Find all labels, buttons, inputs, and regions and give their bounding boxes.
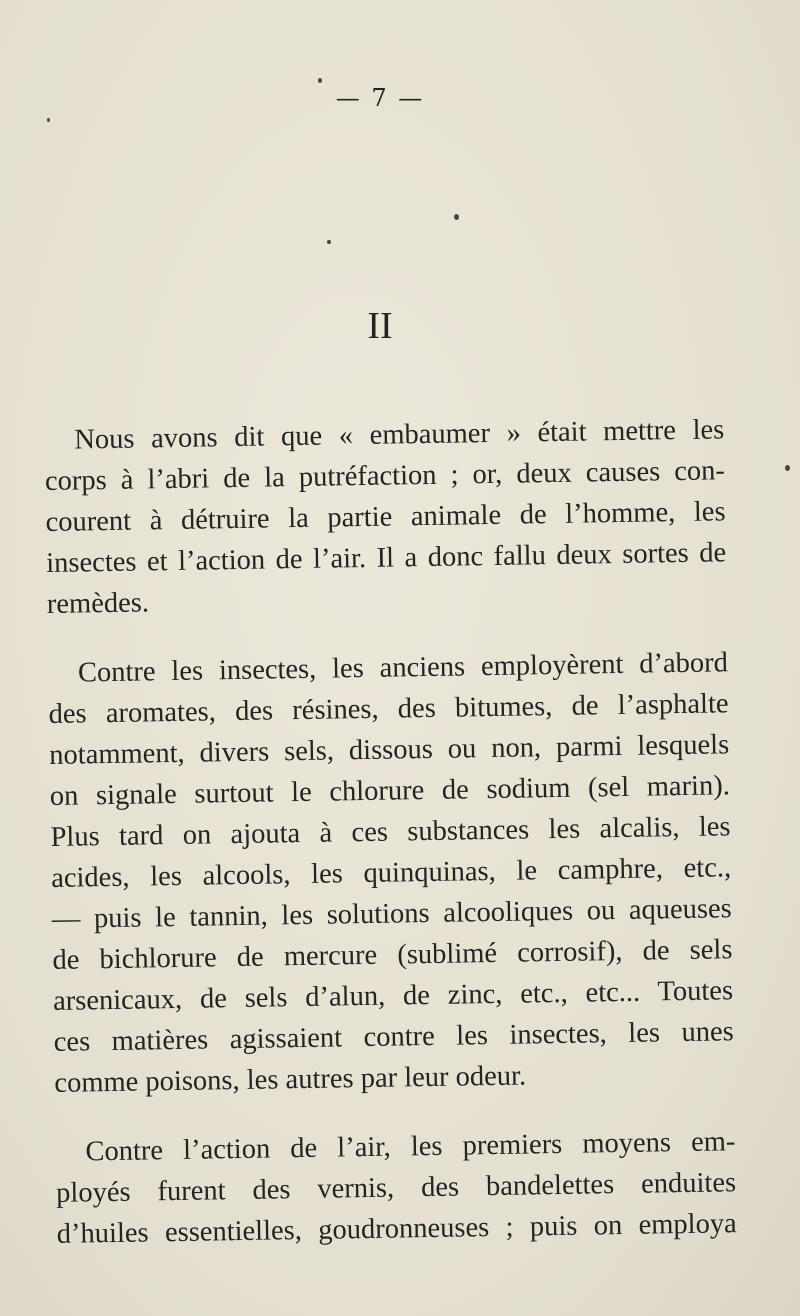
paragraph [48,642,735,1104]
chapter-heading: II [367,305,393,347]
text-line: de bichlorure de mercure (sublimé corrosif), de sels [52,934,733,976]
text-line: remèdes. [46,587,150,620]
text-line: Contre l’action de l’air, les premiers moyens em- [85,1126,736,1168]
text-line: Nous avons dit que « embaumer » était mettre les [74,414,725,456]
text-line: acides, les alcools, les quinquinas, le camphre, etc., [50,852,732,894]
text-line: on signale surtout le chlorure de sodium (sel marin). [49,770,731,812]
text-line: ces matières agissaient contre les insectes, les unes [53,1016,734,1058]
text-line: corps à l’abri de la putréfaction ; or, deux causes con- [44,455,726,497]
paragraph [44,409,727,625]
ink-speck [327,240,331,244]
text-line: notamment, divers sels, dissous ou non, parmi lesquels [49,729,730,771]
ink-speck [47,118,50,122]
text-line: Contre les insectes, les anciens employèrent d’abord [77,647,729,689]
text-line: courent à détruire la partie animale de l’homme, les [45,496,726,538]
text-line: d’huiles essentielles, goudronneuses ; puis on employa [56,1208,737,1250]
text-line: comme poisons, les autres par leur odeur. [54,1060,527,1099]
body-text [44,409,737,1283]
ink-speck [785,465,790,471]
ink-speck [318,78,322,83]
page-number: — 7 — [335,84,425,112]
text-line: Plus tard on ajouta à ces substances les alcalis, les [50,811,731,853]
text-line: arsenicaux, de sels d’alun, de zinc, etc., etc... Toutes [52,975,734,1017]
text-line: insectes et l’action de l’air. Il a donc fallu deux sortes de [46,537,727,579]
text-line: ployés furent des vernis, des bandelettes enduites [55,1167,737,1209]
ink-speck [454,214,459,220]
paragraph [55,1121,737,1255]
text-line: — puis le tannin, les solutions alcooliques ou aqueuses [51,893,733,935]
text-line: des aromates, des résines, des bitumes, de l’asphalte [48,688,729,730]
